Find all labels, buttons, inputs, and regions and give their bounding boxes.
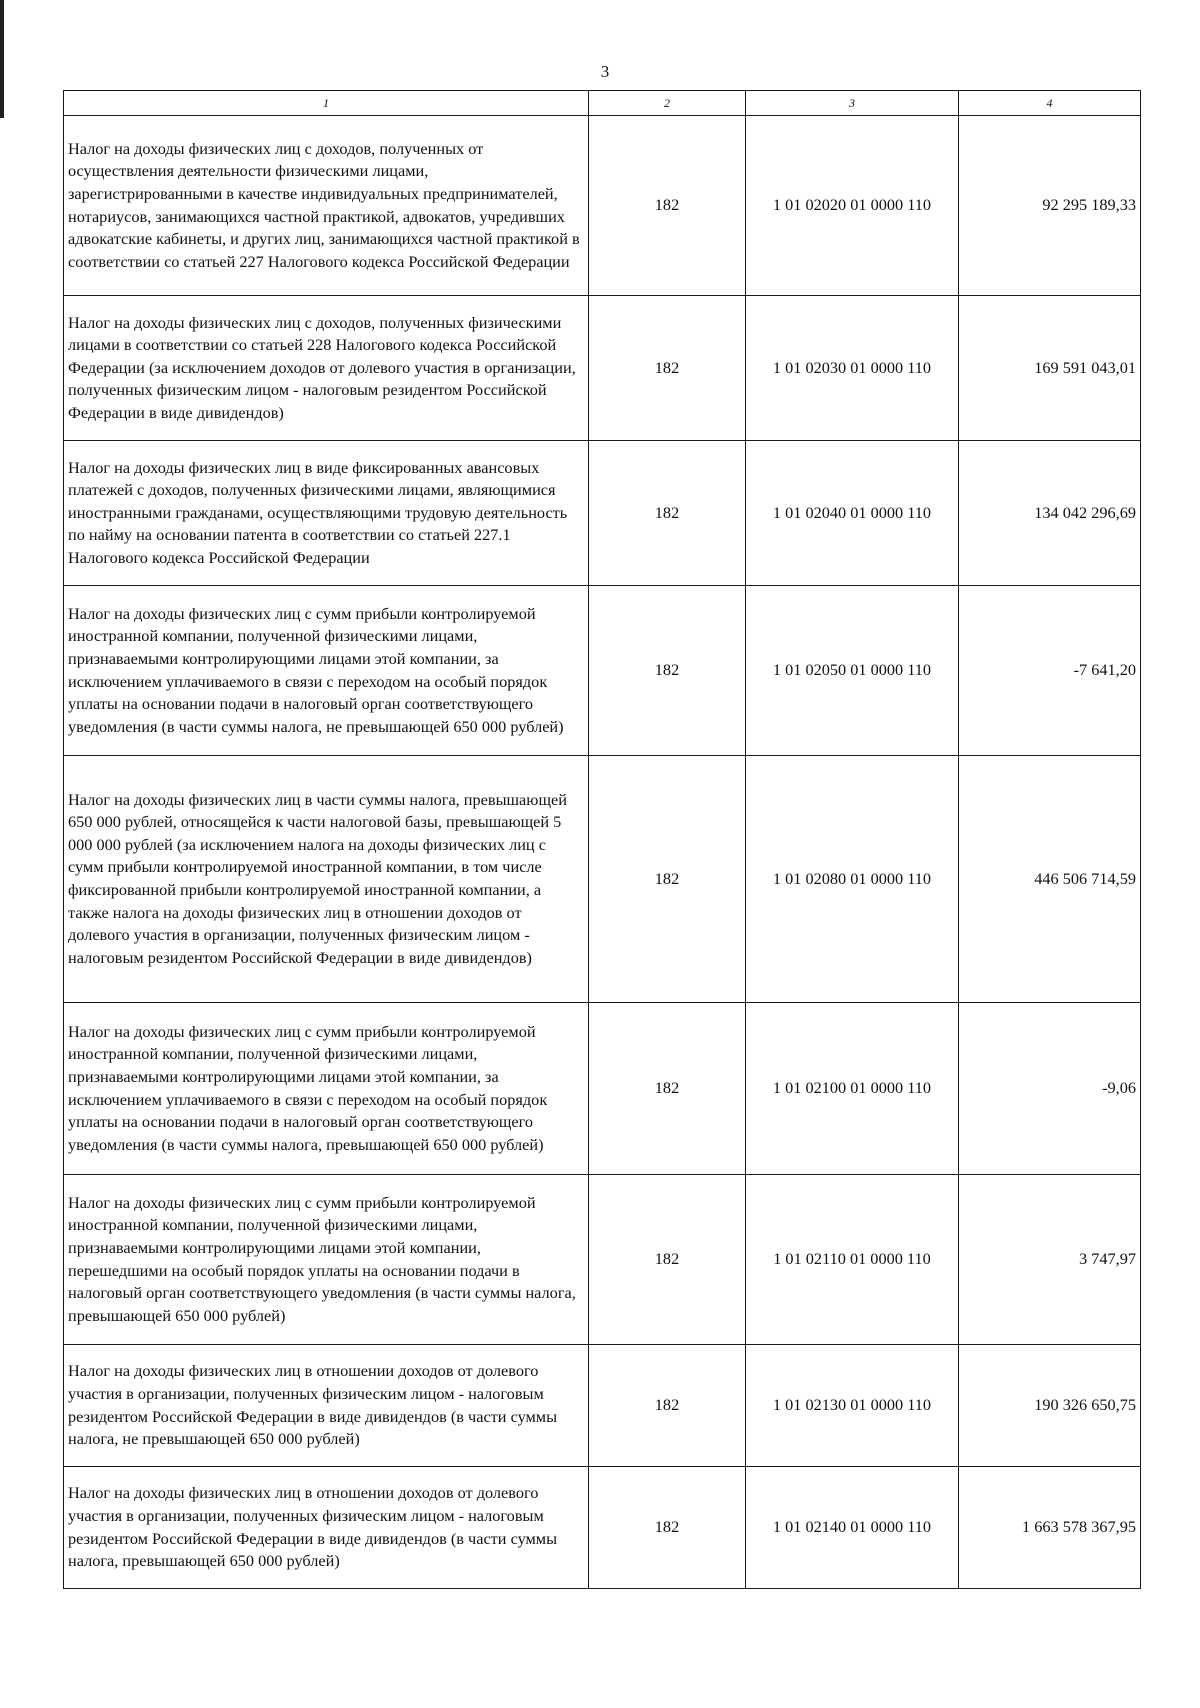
row-description: Налог на доходы физических лиц с сумм прибыли контролируемой иностранной компании, полученной физическими лицами, признаваемыми контролирующими лицами этой компании, перешедшими на особый порядок уплаты на основании подачи в налоговый орган соответствующего уведомления (в части суммы налога, превышающей 650 000 рублей)	[64, 1175, 589, 1345]
column-header-3: 3	[746, 91, 959, 116]
row-amount: 134 042 296,69	[959, 441, 1141, 586]
row-amount: 1 663 578 367,95	[959, 1467, 1141, 1589]
table-row	[64, 586, 1141, 756]
row-admin-code: 182	[589, 1467, 746, 1589]
row-amount: 190 326 650,75	[959, 1345, 1141, 1467]
column-header-2: 2	[589, 91, 746, 116]
row-kbk-code: 1 01 02050 01 0000 110	[746, 586, 959, 756]
table-row	[64, 1467, 1141, 1589]
row-description: Налог на доходы физических лиц в части суммы налога, превышающей 650 000 рублей, относящейся к части налоговой базы, превышающей 5 000 000 рублей (за исключением налога на доходы физических лиц с сумм прибыли контролируемой иностранной компании, в том числе фиксированной прибыли контролируемой иностранной компании, а также налога на доходы физических лиц в отношении доходов от долевого участия в организации, полученных физическим лицом - налоговым резидентом Российской Федерации в виде дивидендов)	[64, 756, 589, 1003]
row-description: Налог на доходы физических лиц с сумм прибыли контролируемой иностранной компании, полученной физическими лицами, признаваемыми контролирующими лицами этой компании, за исключением уплачиваемого в связи с переходом на особый порядок уплаты на основании подачи в налоговый орган соответствующего уведомления (в части суммы налога, не превышающей 650 000 рублей)	[64, 586, 589, 756]
row-kbk-code: 1 01 02130 01 0000 110	[746, 1345, 959, 1467]
table-row	[64, 1175, 1141, 1345]
row-kbk-code: 1 01 02040 01 0000 110	[746, 441, 959, 586]
page-number: 3	[600, 62, 610, 81]
row-kbk-code: 1 01 02100 01 0000 110	[746, 1003, 959, 1175]
table-row	[64, 1345, 1141, 1467]
row-kbk-code: 1 01 02080 01 0000 110	[746, 756, 959, 1003]
row-description: Налог на доходы физических лиц с доходов, полученных от осуществления деятельности физическими лицами, зарегистрированными в качестве индивидуальных предпринимателей, нотариусов, занимающихся частной практикой, адвокатов, учредивших адвокатские кабинеты, и других лиц, занимающихся частной практикой в соответствии со статьей 227 Налогового кодекса Российской Федерации	[64, 116, 589, 296]
row-admin-code: 182	[589, 441, 746, 586]
row-amount: 3 747,97	[959, 1175, 1141, 1345]
table-row	[64, 116, 1141, 296]
row-amount: -9,06	[959, 1003, 1141, 1175]
row-admin-code: 182	[589, 296, 746, 441]
table-row	[64, 441, 1141, 586]
column-header-4: 4	[959, 91, 1141, 116]
table-row	[64, 756, 1141, 1003]
row-admin-code: 182	[589, 756, 746, 1003]
table-row	[64, 1003, 1141, 1175]
revenue-table	[63, 90, 1141, 1589]
table-row	[64, 296, 1141, 441]
row-admin-code: 182	[589, 1175, 746, 1345]
row-description: Налог на доходы физических лиц с сумм прибыли контролируемой иностранной компании, полученной физическими лицами, признаваемыми контролирующими лицами этой компании, за исключением уплачиваемого в связи с переходом на особый порядок уплаты на основании подачи в налоговый орган соответствующего уведомления (в части суммы налога, превышающей 650 000 рублей)	[64, 1003, 589, 1175]
row-admin-code: 182	[589, 1003, 746, 1175]
column-header-1: 1	[64, 91, 589, 116]
row-description: Налог на доходы физических лиц в отношении доходов от долевого участия в организации, полученных физическим лицом - налоговым резидентом Российской Федерации в виде дивидендов (в части суммы налога, превышающей 650 000 рублей)	[64, 1467, 589, 1589]
row-amount: -7 641,20	[959, 586, 1141, 756]
row-description: Налог на доходы физических лиц с доходов, полученных физическими лицами в соответствии со статьей 228 Налогового кодекса Российской Федерации (за исключением доходов от долевого участия в организации, полученных физическим лицом - налоговым резидентом Российской Федерации в виде дивидендов)	[64, 296, 589, 441]
row-description: Налог на доходы физических лиц в виде фиксированных авансовых платежей с доходов, полученных физическими лицами, являющимися иностранными гражданами, осуществляющими трудовую деятельность по найму на основании патента в соответствии со статьей 227.1 Налогового кодекса Российской Федерации	[64, 441, 589, 586]
row-amount: 169 591 043,01	[959, 296, 1141, 441]
column-header-row	[64, 91, 1141, 116]
row-kbk-code: 1 01 02030 01 0000 110	[746, 296, 959, 441]
row-kbk-code: 1 01 02020 01 0000 110	[746, 116, 959, 296]
row-amount: 92 295 189,33	[959, 116, 1141, 296]
row-admin-code: 182	[589, 1345, 746, 1467]
row-kbk-code: 1 01 02140 01 0000 110	[746, 1467, 959, 1589]
row-admin-code: 182	[589, 116, 746, 296]
row-kbk-code: 1 01 02110 01 0000 110	[746, 1175, 959, 1345]
scan-edge	[0, 0, 4, 118]
row-amount: 446 506 714,59	[959, 756, 1141, 1003]
row-admin-code: 182	[589, 586, 746, 756]
row-description: Налог на доходы физических лиц в отношении доходов от долевого участия в организации, полученных физическим лицом - налоговым резидентом Российской Федерации в виде дивидендов (в части суммы налога, не превышающей 650 000 рублей)	[64, 1345, 589, 1467]
